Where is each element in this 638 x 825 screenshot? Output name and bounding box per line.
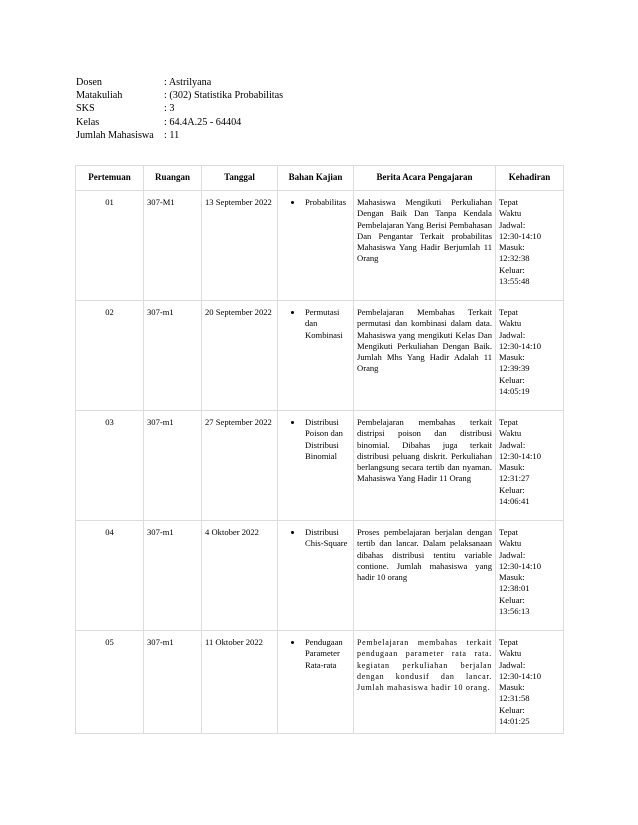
att-line: Jadwal:: [499, 549, 526, 560]
info-value: : Astrilyana: [164, 77, 212, 88]
cell-room: 307-M1: [144, 191, 202, 301]
info-value: : 3: [164, 103, 175, 115]
cell-room: 307-m1: [144, 301, 202, 411]
cell-attendance: [496, 191, 564, 301]
att-line: Waktu: [499, 318, 522, 329]
att-line: 12:30-14:10: [499, 560, 542, 571]
att-line: 12:32:38: [499, 253, 530, 264]
att-line: Jadwal:: [499, 329, 526, 340]
info-row-class: [76, 116, 283, 129]
att-line: 12:31:58: [499, 693, 530, 704]
cell-date: 20 September 2022: [202, 301, 278, 411]
info-row-course: [76, 89, 283, 102]
cell-meeting: 02: [76, 301, 144, 411]
info-value: : 11: [164, 129, 180, 141]
cell-report: Pembelajaran Membahas Terkait permutasi dan kombinasi dalam data. Mahasiswa yang mengikuti Kelas Dan Mengikuti Perkuliahan Dengan Baik. Jumlah Mhs Yang Hadir Adalah 11 Orang: [354, 301, 496, 411]
cell-room: 307-m1: [144, 411, 202, 521]
cell-topic: [278, 411, 354, 521]
header-topic: Bahan Kajian: [278, 166, 354, 191]
att-line: 12:30-14:10: [499, 340, 542, 351]
att-line: Keluar:: [499, 264, 525, 275]
header-report: Berita Acara Pengajaran: [354, 166, 496, 191]
att-line: Keluar:: [499, 594, 525, 605]
cell-attendance: [496, 411, 564, 521]
cell-attendance: [496, 631, 564, 734]
info-key: Kelas: [76, 116, 100, 128]
att-line: Jadwal:: [499, 219, 526, 230]
course-info: [76, 76, 283, 142]
att-line: 14:01:25: [499, 716, 530, 727]
cell-meeting: 03: [76, 411, 144, 521]
att-line: Tepat: [499, 637, 518, 647]
cell-report: Pembelajaran membahas terkait pendugaan parameter rata rata. kegiatan perkuliahan berjalan dengan kondusif dan lancar. Jumlah mahasiswa hadir 10 orang.: [354, 631, 496, 734]
info-key: Dosen: [76, 77, 103, 88]
cell-date: 4 Oktober 2022: [202, 521, 278, 631]
cell-report: Mahasiswa Mengikuti Perkuliahan Dengan Baik Dan Tanpa Kendala Pembelajaran Yang Berisi Pembahasan Dan Pengantar Terkait probabilitas Mahasiswa Yang Hadir Berjumlah 11 Orang: [354, 191, 496, 301]
att-line: 12:38:01: [499, 583, 530, 594]
att-line: Keluar:: [499, 704, 525, 715]
att-line: Tepat: [499, 307, 518, 317]
att-line: Masuk:: [499, 242, 525, 253]
info-row-students: [76, 129, 283, 142]
cell-meeting: 04: [76, 521, 144, 631]
cell-meeting: 05: [76, 631, 144, 734]
topic-item: • Distribusi Chis-Square: [303, 527, 350, 550]
table-row: [76, 521, 564, 631]
header-room: Ruangan: [144, 166, 202, 191]
att-line: Waktu: [499, 428, 522, 439]
schedule-table: [75, 165, 564, 734]
cell-attendance: [496, 301, 564, 411]
att-line: Keluar:: [499, 374, 525, 385]
cell-date: 27 September 2022: [202, 411, 278, 521]
att-line: Jadwal:: [499, 439, 526, 450]
header-date: Tanggal: [202, 166, 278, 191]
att-line: 12:31:27: [499, 473, 530, 484]
topic-item: • Distribusi Poison dan Distribusi Binomial: [303, 417, 350, 462]
topic-item: • Pendugaan Parameter Rata-rata: [303, 637, 350, 671]
cell-room: 307-m1: [144, 631, 202, 734]
cell-report: Proses pembelajaran berjalan dengan tertib dan lancar. Dalam pelaksanaan dibahas distribusi tentitu variable contione. Jumlah mahasiswa yang hadir 10 orang: [354, 521, 496, 631]
cell-topic: [278, 301, 354, 411]
att-line: Tepat: [499, 527, 518, 537]
att-line: Waktu: [499, 538, 522, 549]
header-attendance: Kehadiran: [496, 166, 564, 191]
cell-topic: [278, 521, 354, 631]
info-value: : (302) Statistika Probabilitas: [164, 90, 284, 102]
att-line: 12:30-14:10: [499, 670, 542, 681]
att-line: Masuk:: [499, 352, 525, 363]
att-line: Masuk:: [499, 572, 525, 583]
att-line: 14:05:19: [499, 386, 530, 397]
info-value: : 64.4A.25 - 64404: [164, 116, 242, 128]
info-row-lecturer: [76, 76, 283, 89]
att-line: Waktu: [499, 648, 522, 659]
table-row: [76, 631, 564, 734]
att-line: 12:30-14:10: [499, 450, 542, 461]
topic-item: • Permutasi dan Kombinasi: [303, 307, 350, 341]
att-line: 12:39:39: [499, 363, 530, 374]
cell-room: 307-m1: [144, 521, 202, 631]
att-line: 14:06:41: [499, 496, 530, 507]
cell-date: 13 September 2022: [202, 191, 278, 301]
table-header-row: [76, 166, 564, 191]
att-line: Tepat: [499, 417, 518, 427]
cell-topic: [278, 631, 354, 734]
att-line: Jadwal:: [499, 659, 526, 670]
header-meeting: Pertemuan: [76, 166, 144, 191]
cell-report: Pembelajaran membahas terkait distripsi poison dan distribusi binomial. Dibahas juga terkait distribusi peluang diskrit. Perkuliahan berlangsung secara tertib dan nyaman. Mahasiswa Yang Hadir 11 Orang: [354, 411, 496, 521]
info-key: SKS: [76, 103, 95, 115]
table-row: [76, 191, 564, 301]
cell-topic: [278, 191, 354, 301]
att-line: Masuk:: [499, 462, 525, 473]
info-key: Jumlah Mahasiswa: [76, 129, 154, 141]
info-key: Matakuliah: [76, 90, 123, 102]
att-line: 12:30-14:10: [499, 230, 542, 241]
att-line: Keluar:: [499, 484, 525, 495]
topic-item: • Probabilitas: [303, 197, 350, 208]
table-row: [76, 301, 564, 411]
att-line: Tepat: [499, 197, 518, 207]
att-line: 13:55:48: [499, 276, 530, 287]
att-line: Waktu: [499, 208, 522, 219]
info-row-credits: [76, 102, 283, 115]
cell-date: 11 Oktober 2022: [202, 631, 278, 734]
table-row: [76, 411, 564, 521]
att-line: Masuk:: [499, 682, 525, 693]
att-line: 13:56:13: [499, 606, 530, 617]
cell-meeting: 01: [76, 191, 144, 301]
cell-attendance: [496, 521, 564, 631]
